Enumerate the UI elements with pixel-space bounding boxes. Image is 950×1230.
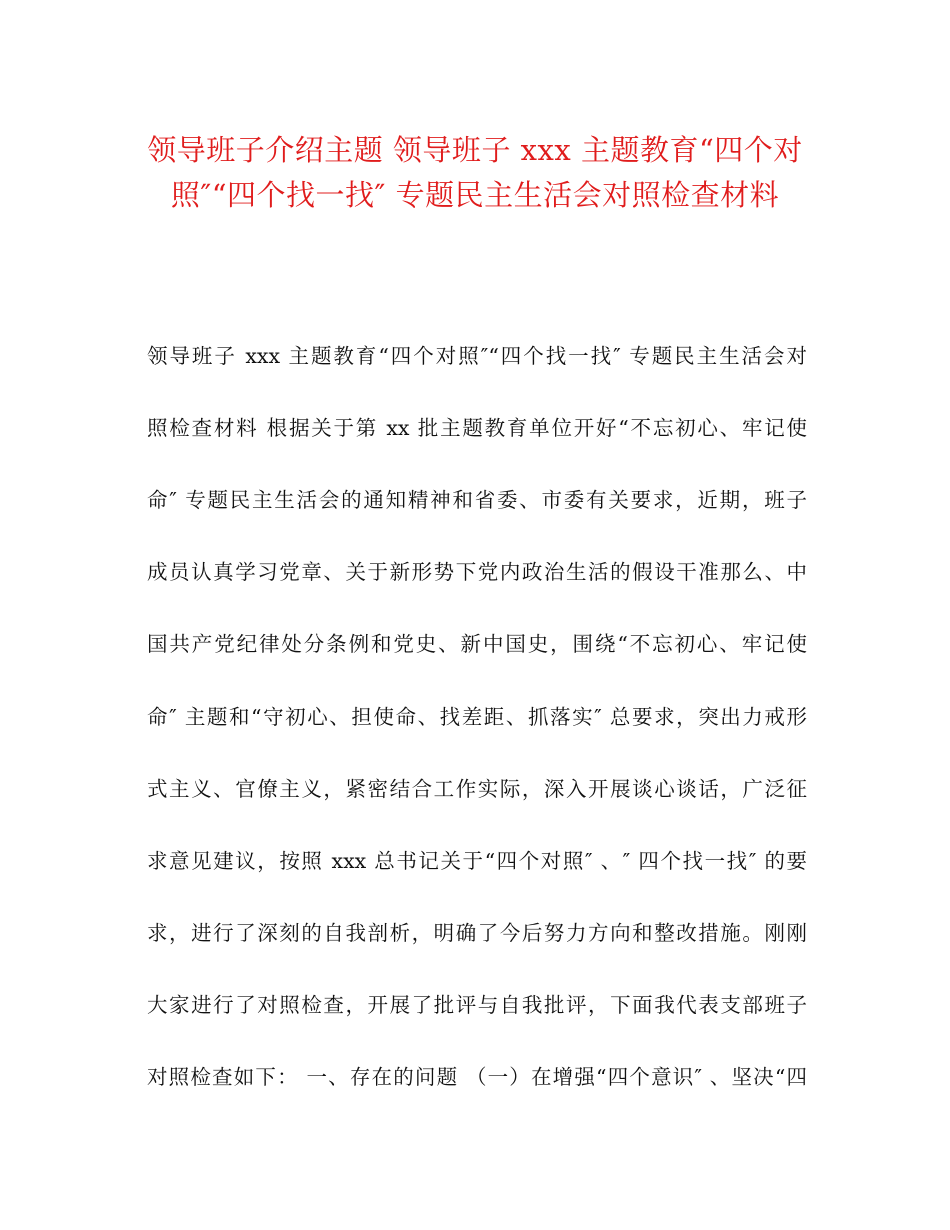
body-line: 成员认真学习党章、关于新形势下党内政治生活的假设干准那么、中 bbox=[147, 560, 807, 584]
title-line-1: 领导班子介绍主题 领导班子 xxx 主题教育“四个对 bbox=[147, 133, 803, 167]
body-line: 大家进行了对照检查，开展了批评与自我批评，下面我代表支部班子 bbox=[147, 993, 807, 1017]
body-line: 命″ 专题民主生活会的通知精神和省委、市委有关要求，近期，班子 bbox=[147, 488, 807, 512]
body-line: 求，进行了深刻的自我剖析，明确了今后努力方向和整改措施。刚刚 bbox=[147, 921, 807, 945]
body-line: 式主义、官僚主义，紧密结合工作实际，深入开展谈心谈话，广泛征 bbox=[147, 777, 807, 801]
body-line: 命″ 主题和“守初心、担使命、找差距、抓落实″ 总要求，突出力戒形 bbox=[147, 705, 807, 729]
body-line: 照检查材料 根据关于第 xx 批主题教育单位开好“不忘初心、牢记使 bbox=[147, 416, 807, 440]
title-line-2: 照″“四个找一找″ 专题民主生活会对照检查材料 bbox=[170, 178, 780, 212]
body-line: 国共产党纪律处分条例和党史、新中国史，围绕“不忘初心、牢记使 bbox=[147, 632, 807, 656]
body-line: 领导班子 xxx 主题教育“四个对照″“四个找一找″ 专题民主生活会对 bbox=[147, 344, 807, 368]
body-line: 求意见建议，按照 xxx 总书记关于“四个对照″ 、″ 四个找一找″ 的要 bbox=[147, 849, 807, 873]
body-line: 对照检查如下： 一、存在的问题 （一）在增强“四个意识″ 、坚决“四 bbox=[147, 1065, 807, 1089]
